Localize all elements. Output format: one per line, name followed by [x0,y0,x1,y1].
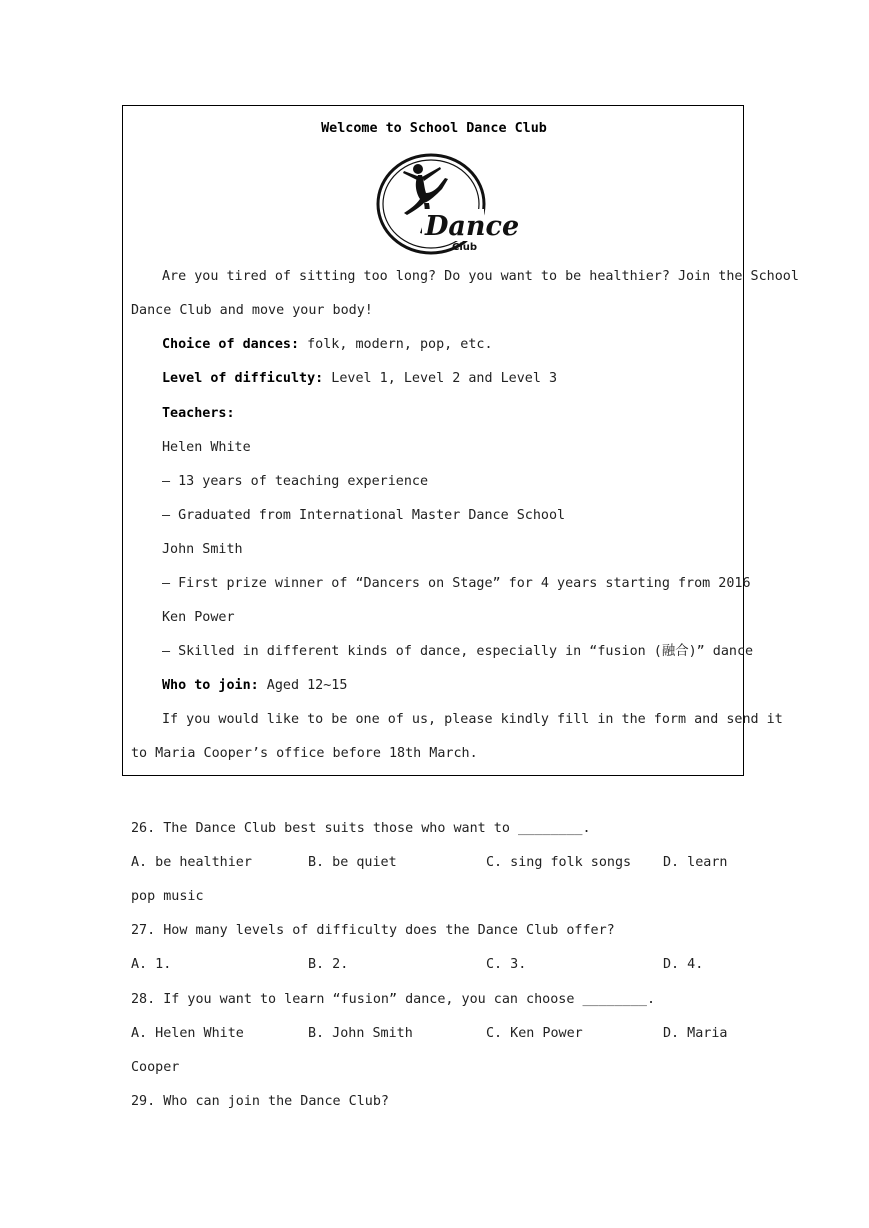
intro-text-line2: Dance Club and move your body! [131,303,373,318]
option: A. Helen White [131,1026,244,1041]
notice-title: Welcome to School Dance Club [321,121,547,136]
option: D. learn [663,855,728,870]
option: C. 3. [486,957,527,972]
teachers-heading: Teachers: [162,406,235,421]
option: D. 4. [663,957,704,972]
closing-text-line1: If you would like to be one of us, please kindly fill in the form and send it [162,712,783,727]
who-value: Aged 12~15 [258,678,348,693]
teacher-name-helen: Helen White [162,440,251,455]
question-stem: 26. The Dance Club best suits those who want to ________. [131,821,591,836]
option: B. 2. [308,957,349,972]
closing-text-line2: to Maria Cooper’s office before 18th March. [131,746,478,761]
who-label: Who to join: [162,678,259,693]
option: A. be healthier [131,855,252,870]
question-stem: 29. Who can join the Dance Club? [131,1094,389,1109]
question-stem: 27. How many levels of difficulty does the Dance Club offer? [131,923,615,938]
teacher-name-john: John Smith [162,542,243,557]
option: C. sing folk songs [486,855,632,870]
teacher-detail: — Graduated from International Master Dance School [162,508,566,523]
teacher-name-ken: Ken Power [162,610,235,625]
teacher-detail: — Skilled in different kinds of dance, especially in “fusion (融合)” dance [162,644,754,659]
logo-text: Dance [425,211,520,242]
option-wrap: pop music [131,889,204,904]
option: A. 1. [131,957,172,972]
option: D. Maria [663,1026,728,1041]
choice-value: folk, modern, pop, etc. [299,337,493,352]
dance-club-logo [374,149,520,259]
teacher-detail: — First prize winner of “Dancers on Stage” for 4 years starting from 2016 [162,576,751,591]
level-value: Level 1, Level 2 and Level 3 [323,371,558,386]
option: B. John Smith [308,1026,413,1041]
teacher-detail: — 13 years of teaching experience [162,474,429,489]
intro-text-line1: Are you tired of sitting too long? Do you want to be healthier? Join the School [162,269,799,284]
logo-subtext: Club [452,242,478,253]
level-of-difficulty [162,370,557,388]
question-stem: 28. If you want to learn “fusion” dance, you can choose ________. [131,992,656,1007]
who-to-join [162,677,347,695]
dance-club-notice [122,105,799,776]
option: B. be quiet [308,855,397,870]
option-wrap: Cooper [131,1060,180,1075]
choice-of-dances [162,336,493,354]
level-label: Level of difficulty: [162,371,324,386]
choice-label: Choice of dances: [162,337,300,352]
option: C. Ken Power [486,1026,583,1041]
